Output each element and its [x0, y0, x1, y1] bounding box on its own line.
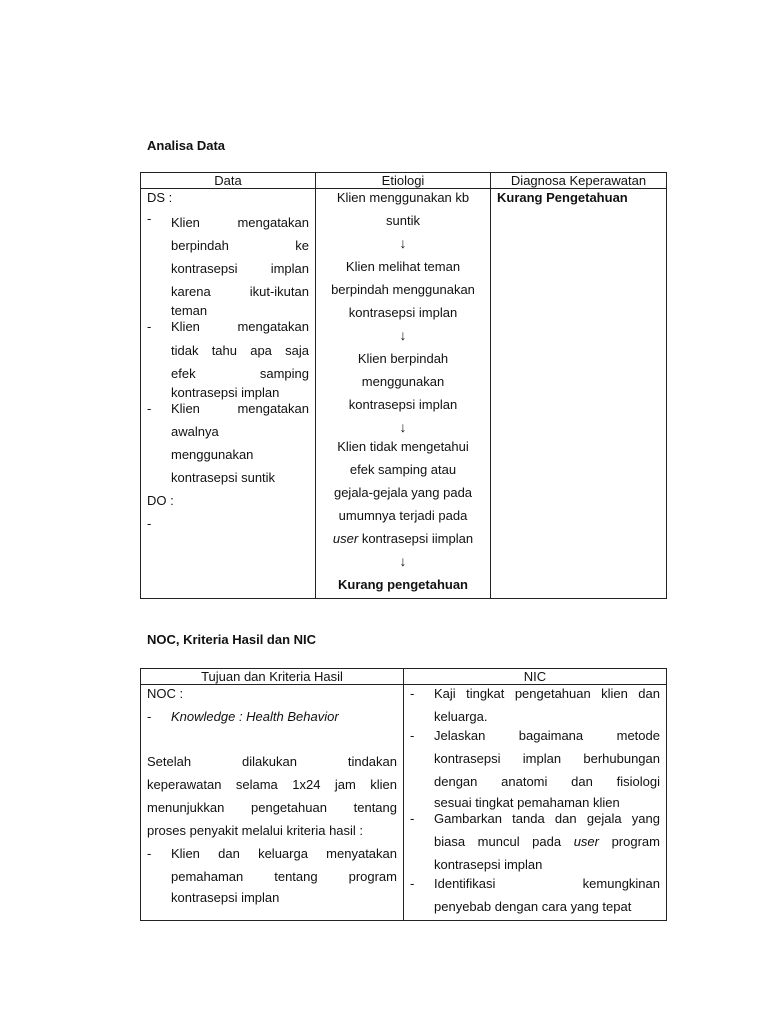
- nic-item-2: [410, 728, 660, 811]
- line: kontrasepsi implan: [171, 261, 309, 276]
- line: kontrasepsi implan: [171, 890, 280, 905]
- table-row: [141, 189, 667, 599]
- ds-item-1: [147, 211, 309, 319]
- down-arrow-icon: ↓: [399, 327, 407, 343]
- table-header-row: [141, 669, 667, 685]
- line: kontrasepsi implan: [171, 385, 280, 400]
- header-etiologi: Etiologi: [316, 173, 491, 189]
- line: kontrasepsi suntik: [171, 470, 276, 485]
- header-diagnosa: Diagnosa Keperawatan: [491, 173, 667, 189]
- user-term: user: [573, 834, 599, 849]
- ds-item-3: [147, 401, 309, 489]
- line: keluarga.: [434, 709, 488, 724]
- line: sesuai tingkat pemahaman klien: [434, 795, 620, 810]
- header-data: Data: [141, 173, 316, 189]
- knowledge-text: Knowledge : Health Behavior: [171, 709, 339, 724]
- line-post: program: [598, 834, 660, 849]
- diagnosa-cell: [491, 189, 667, 599]
- dash-mark: -: [147, 319, 152, 334]
- line: berpindah ke: [171, 238, 309, 253]
- analisa-data-table: [140, 172, 667, 599]
- line: tidak tahu apa saja: [171, 343, 309, 358]
- dash-mark: -: [147, 401, 152, 416]
- etiologi-step-2: [322, 255, 484, 324]
- nic-item-3: [410, 811, 660, 876]
- down-arrow-icon: ↓: [399, 235, 407, 251]
- line-pre: biasa muncul pada: [434, 834, 574, 849]
- etiologi-result: Kurang pengetahuan: [337, 577, 468, 592]
- down-arrow-icon: ↓: [399, 553, 407, 569]
- line: umumnya terjadi pada: [338, 508, 468, 523]
- line: Klien tidak mengetahui: [337, 439, 469, 454]
- line: Klien mengatakan: [171, 401, 309, 416]
- dash-mark: -: [147, 211, 152, 226]
- line: Identifikasi kemungkinan: [434, 876, 660, 891]
- line: pemahaman tentang program: [171, 869, 397, 884]
- line: efek samping atau: [349, 462, 457, 477]
- dash-mark: -: [410, 811, 415, 826]
- dash-mark: -: [410, 876, 415, 891]
- data-cell: [141, 189, 316, 599]
- noc-nic-table: [140, 668, 667, 921]
- user-term: user: [332, 531, 359, 546]
- line: Klien dan keluarga menyatakan: [171, 846, 397, 861]
- table-row: [141, 685, 667, 921]
- noc-knowledge: [147, 705, 397, 728]
- dash-mark: -: [147, 846, 152, 861]
- diagnosa-text: Kurang Pengetahuan: [497, 190, 628, 205]
- line: [322, 527, 484, 550]
- line: kontrasepsi implan: [348, 305, 458, 320]
- line: awalnya: [171, 424, 219, 439]
- line: teman: [171, 303, 208, 318]
- line: efek samping: [171, 366, 309, 381]
- table-header-row: [141, 173, 667, 189]
- line: [434, 830, 660, 853]
- dash-mark: -: [147, 709, 152, 724]
- line: menunjukkan pengetahuan tentang: [147, 800, 397, 815]
- nic-cell: [404, 685, 667, 921]
- line: Klien mengatakan: [171, 215, 309, 230]
- noc-label: NOC :: [147, 686, 184, 701]
- line: berpindah menggunakan: [331, 282, 475, 297]
- line: kontrasepsi implan berhubungan: [434, 751, 660, 766]
- line: Gambarkan tanda dan gejala yang: [434, 811, 660, 826]
- line: menggunakan: [171, 447, 254, 462]
- criteria-item: [147, 842, 397, 908]
- line: dengan anatomi dan fisiologi: [434, 774, 660, 789]
- line: penyebab dengan cara yang tepat: [434, 899, 632, 914]
- etiologi-step-4: [322, 439, 484, 550]
- line: kontrasepsi implan: [434, 857, 543, 872]
- ds-item-2: [147, 319, 309, 401]
- line: suntik: [386, 213, 420, 228]
- etiologi-cell: [316, 189, 491, 599]
- noc-nic-heading: NOC, Kriteria Hasil dan NIC: [147, 632, 317, 647]
- line: karena ikut-ikutan: [171, 284, 309, 299]
- line: Setelah dilakukan tindakan: [147, 754, 397, 769]
- do-dash: -: [147, 516, 152, 531]
- line-rest: kontrasepsi iimplan: [358, 531, 474, 546]
- nic-item-1: [410, 686, 660, 728]
- header-tujuan: Tujuan dan Kriteria Hasil: [141, 669, 404, 685]
- nic-item-4: [410, 876, 660, 918]
- line: Klien mengatakan: [171, 319, 309, 334]
- line: Klien berpindah: [357, 351, 449, 366]
- criteria-paragraph: [147, 750, 397, 842]
- line: menggunakan: [361, 374, 445, 389]
- etiologi-step-3: [322, 347, 484, 416]
- header-nic: NIC: [404, 669, 667, 685]
- etiologi-step-1: [322, 190, 484, 232]
- down-arrow-icon: ↓: [399, 419, 407, 435]
- line: Klien menggunakan kb: [336, 190, 470, 205]
- tujuan-cell: [141, 685, 404, 921]
- line: keperawatan selama 1x24 jam klien: [147, 777, 397, 792]
- analisa-data-heading: Analisa Data: [147, 138, 226, 153]
- line: Klien melihat teman: [345, 259, 461, 274]
- line: Kaji tingkat pengetahuan klien dan: [434, 686, 660, 701]
- line: proses penyakit melalui kriteria hasil :: [147, 823, 364, 838]
- do-label: DO :: [147, 493, 174, 508]
- dash-mark: -: [410, 686, 415, 701]
- line: Jelaskan bagaimana metode: [434, 728, 660, 743]
- line: kontrasepsi implan: [348, 397, 458, 412]
- dash-mark: -: [410, 728, 415, 743]
- ds-label: DS :: [147, 190, 173, 205]
- line: gejala-gejala yang pada: [333, 485, 473, 500]
